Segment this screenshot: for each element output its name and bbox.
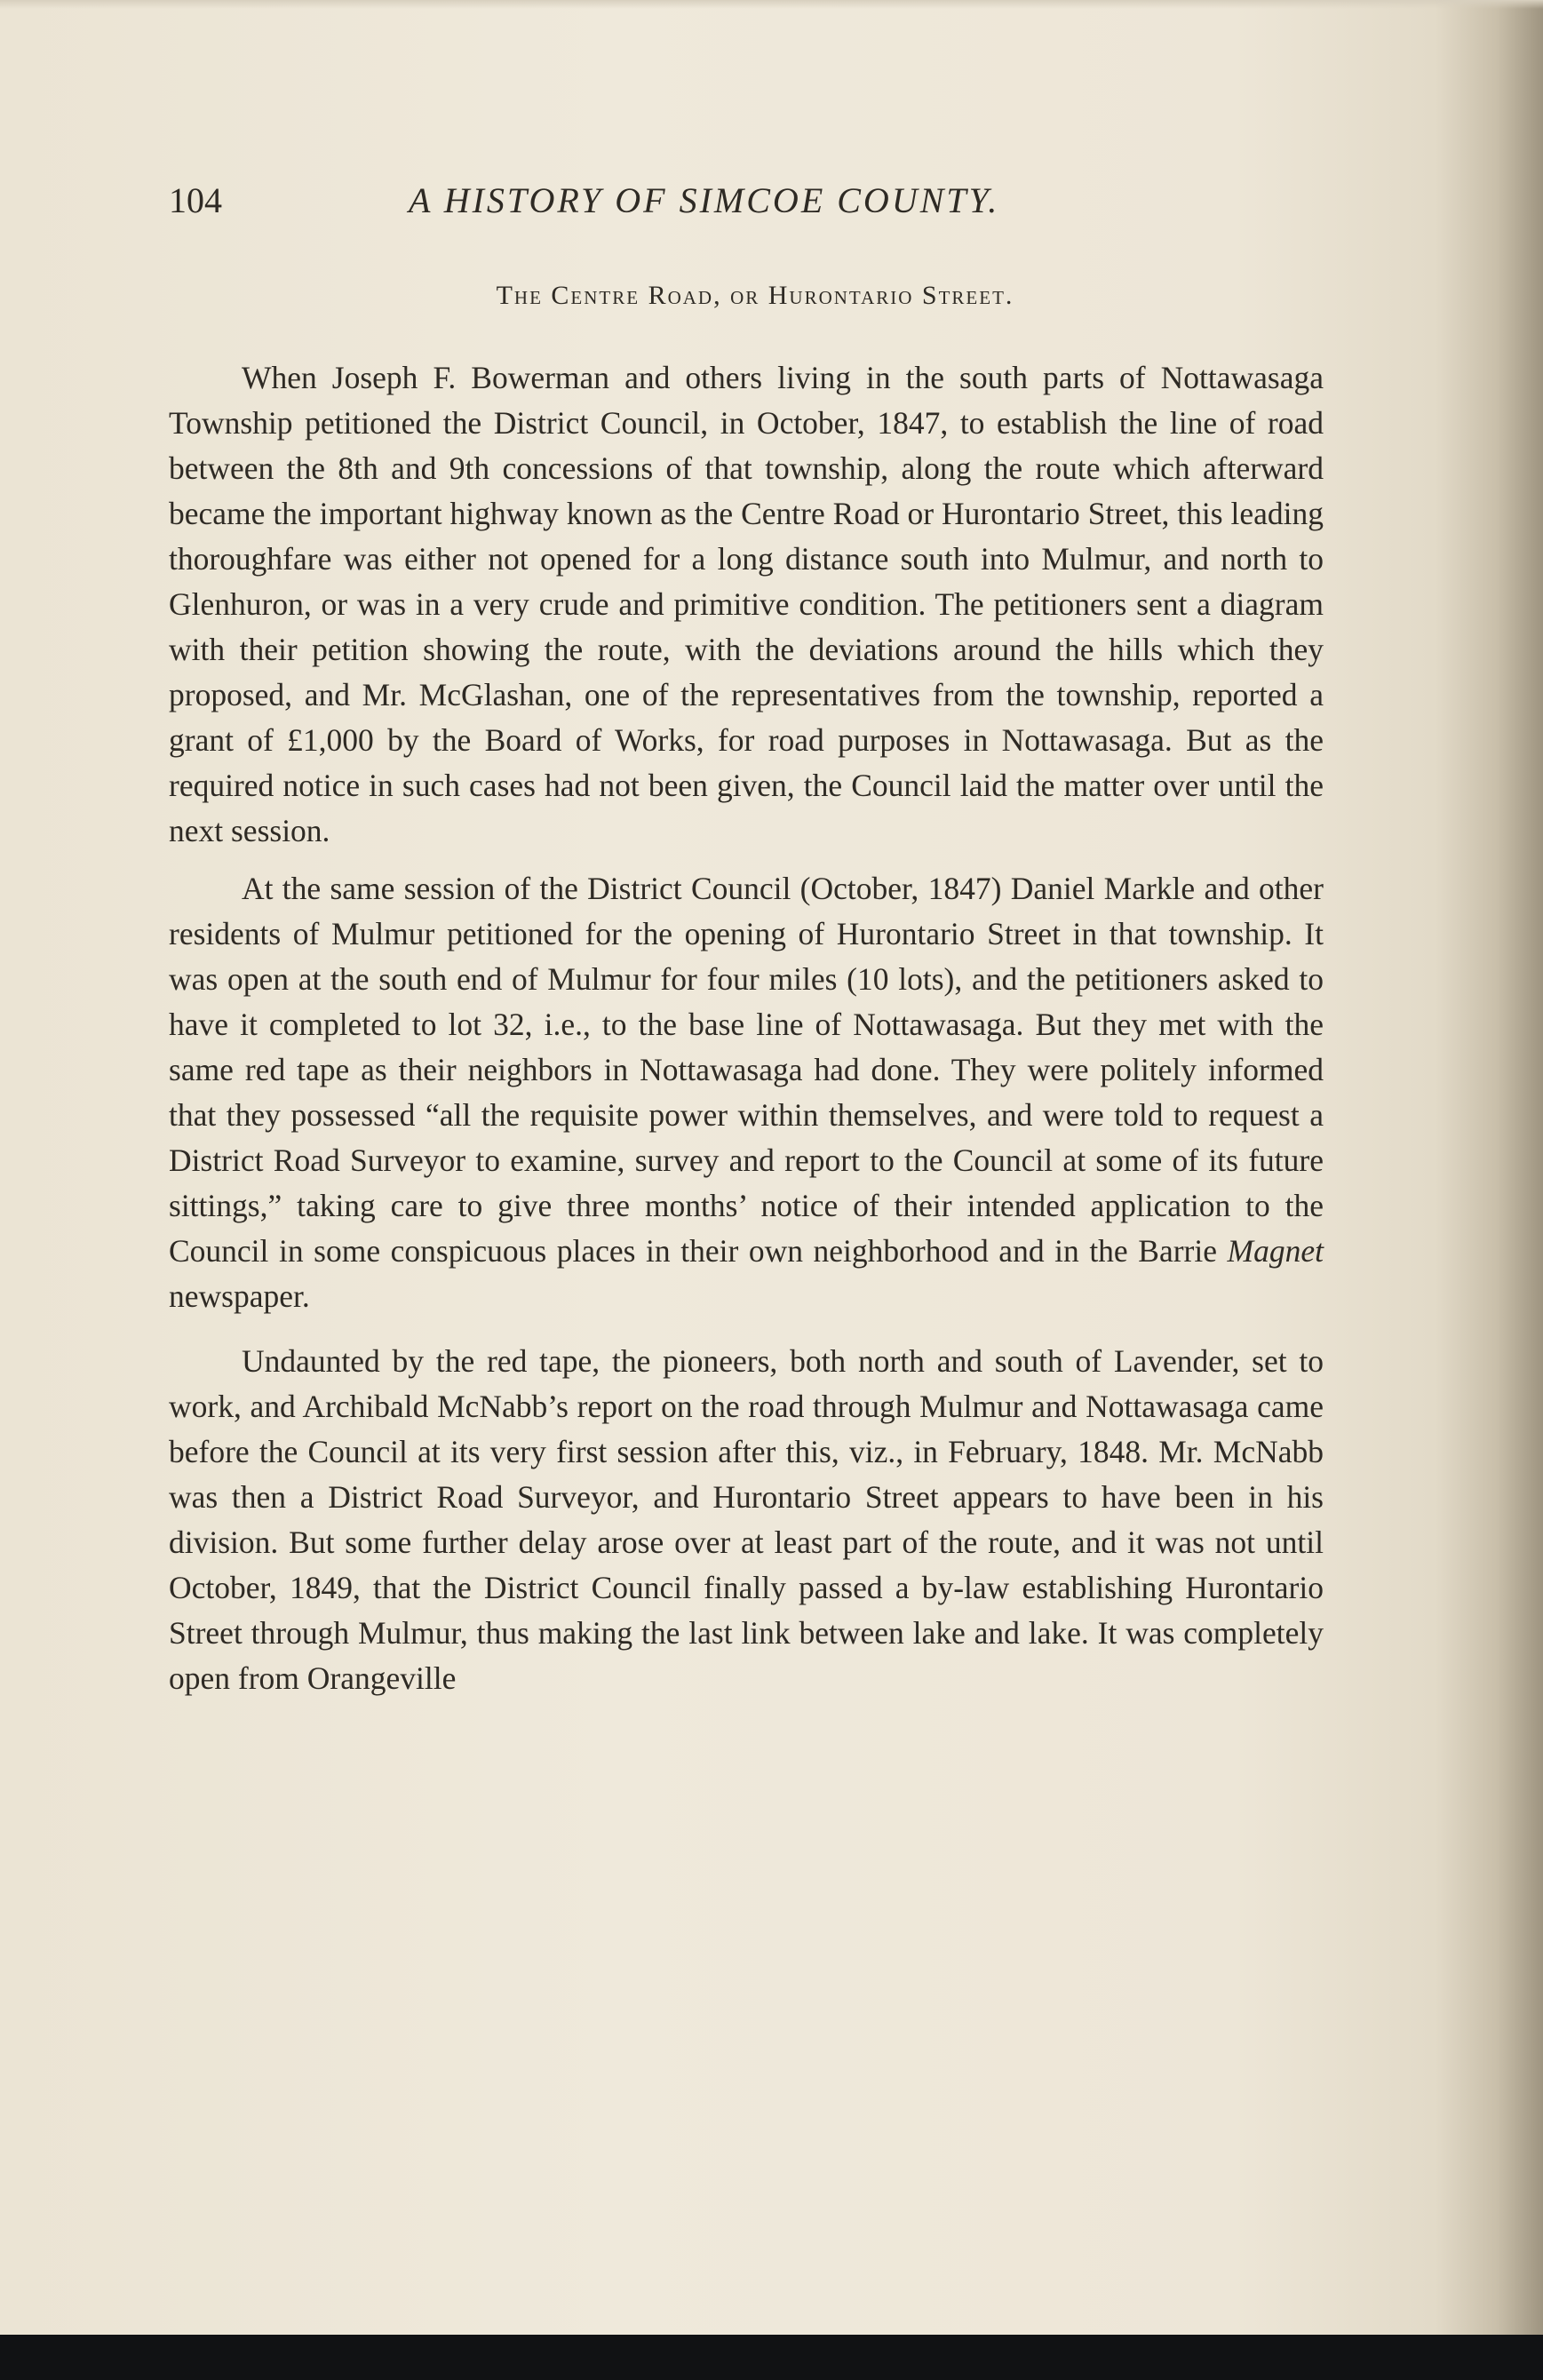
- paragraph-text: At the same session of the District Council (October, 1847) Daniel Markle and other residents of Mulmur petitioned for the opening of Hurontario Street in that township. It was open at the south end of Mulmur for four miles (10 lots), and the petitioners asked to have it completed to lot 32, i.e., to the base line of Nottawasaga. But they met with the same red tape as their neighbors in Nottawasaga had done. They were politely informed that they possessed “all the requisite power within themselves, and were told to request a District Road Surveyor to examine, survey and report to the Council at some of its future sittings,” taking care to give three months’ notice of their intended application to the Council in some conspicuous places in their own neighborhood and in the Barrie: [169, 871, 1324, 1269]
- paragraph: [169, 866, 1324, 1319]
- paragraph: When Joseph F. Bowerman and others living in the south parts of Nottawasaga Township petitioned the District Council, in October, 1847, to establish the line of road between the 8th and 9th concessions of that township, along the route which afterward became the important highway known as the Centre Road or Hurontario Street, this leading thoroughfare was either not opened for a long distance south into Mulmur, and north to Glenhuron, or was in a very crude and primitive condition. The petitioners sent a diagram with their petition showing the route, with the deviations around the hills which they proposed, and Mr. McGlashan, one of the representatives from the township, reported a grant of £1,000 by the Board of Works, for road purposes in Nottawasaga. But as the required notice in such cases had not been given, the Council laid the matter over until the next session.: [169, 360, 1324, 848]
- paragraph: Undaunted by the red tape, the pioneers, both north and south of Lavender, set to work, and Archibald McNabb’s report on the road through Mulmur and Nottawasaga came before the Council at its very first session after this, viz., in February, 1848. Mr. McNabb was then a District Road Surveyor, and Hurontario Street appears to have been in his division. But some further delay arose over at least part of the route, and it was not until October, 1849, that the District Council finally passed a by-law establishing Hurontario Street through Mulmur, thus making the last link between lake and lake. It was completely open from Orangeville: [169, 1343, 1324, 1696]
- running-head: [169, 176, 1386, 229]
- book-title: A HISTORY OF SIMCOE COUNTY.: [409, 180, 1000, 220]
- page-number: 104: [169, 180, 222, 220]
- section-heading: The Centre Road, or Hurontario Street.: [496, 281, 1014, 310]
- scan-bottom-band: [0, 2335, 1543, 2380]
- newspaper-title: Magnet: [1227, 1233, 1324, 1269]
- body-text: [169, 355, 1324, 1701]
- paragraph-text: newspaper.: [169, 1278, 310, 1314]
- page-top-edge: [0, 0, 1543, 9]
